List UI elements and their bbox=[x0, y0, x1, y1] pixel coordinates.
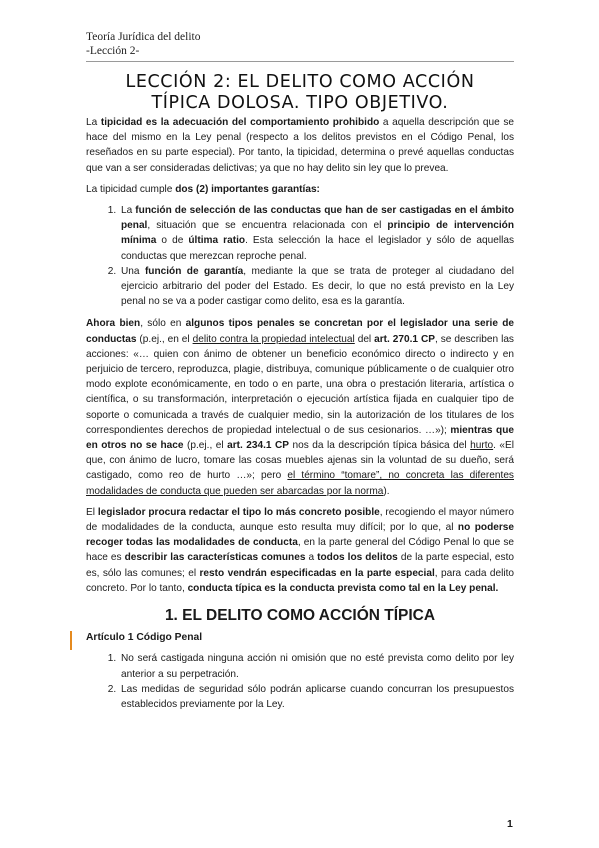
text-run: , sólo en bbox=[140, 318, 186, 330]
text-run: . «El que, con ánimo de lucro, tomare las cosas muebles ajenas sin la voluntad de su dueño, será castigado, como reo de hurto …»; pero bbox=[86, 440, 515, 482]
guarantees-list bbox=[119, 203, 514, 309]
title-line-1: LECCIÓN 2: EL DELITO COMO ACCIÓN bbox=[125, 72, 475, 92]
bold-run: función de garantía bbox=[144, 265, 244, 277]
bold-run: función de selección de las conductas que han de ser castigadas en el ámbito penal bbox=[121, 205, 514, 232]
document-body bbox=[86, 115, 514, 719]
bold-run: legislador procura redactar el tipo lo más concreto posible bbox=[97, 506, 380, 518]
running-header bbox=[86, 30, 200, 58]
text-run: (p.ej., el bbox=[183, 440, 228, 452]
header-rule bbox=[86, 61, 514, 62]
text-run: , situación que se encuentra relacionada con el bbox=[147, 220, 388, 232]
paragraph-tipicidad bbox=[86, 115, 514, 176]
list-item bbox=[119, 264, 514, 310]
paragraph-ahora-bien bbox=[86, 316, 514, 498]
text-run: Una bbox=[121, 265, 145, 277]
text-run: , mediante la que se trata de proteger al ciudadano del ejercicio arbitrario del poder del Estado. Es decir, lo que no está previsto en la Ley penal no se va a poder castigar como delito, esa es la garantía. bbox=[121, 265, 514, 308]
bold-run: algunos tipos penales se concretan por el legislador una serie de conductas bbox=[86, 318, 515, 345]
text-run: o de bbox=[156, 235, 189, 247]
page-title bbox=[86, 72, 514, 114]
underlined-run: el término “tomare”, no concreta las diferentes modalidades de conducta que pueden ser abarcadas por la norma bbox=[86, 470, 514, 497]
bold-run: mientras que en otros no se hace bbox=[86, 424, 514, 452]
underlined-run: hurto bbox=[470, 440, 494, 452]
text-run: del bbox=[354, 333, 375, 345]
text-run: de la parte especial, esto es, sólo las comunes; el bbox=[86, 552, 514, 579]
text-run: , en la parte general del Código Penal lo que se hace es bbox=[86, 537, 514, 564]
bold-run: tipicidad es la adecuación del comportamiento prohibido bbox=[100, 117, 380, 128]
text-run: ). bbox=[383, 485, 390, 497]
section-heading: 1. EL DELITO COMO ACCIÓN TÍPICA bbox=[164, 607, 436, 625]
bold-run: principio de intervención mínima bbox=[121, 220, 514, 247]
bold-run: resto vendrán especificadas en la parte especial bbox=[199, 567, 435, 579]
article-title: Artículo 1 Código Penal bbox=[86, 632, 203, 644]
list-item: 1. No será castigada ninguna acción ni omisión que no esté prevista como delito por ley anterior a su perpetración. bbox=[119, 651, 514, 681]
text-run: a aquella descripción que se hace del mismo en la Ley penal (respecto a los delitos previstos en el Código Penal, los reseñados en su parte especial). Por tanto, la tipicidad, determina o prevé aquellas conductas que van a ser consideradas delictivas; ya que no hay delito sin ley que lo prevea. bbox=[86, 117, 514, 174]
text-run: , se describen las acciones: «… quien con ánimo de obtener un beneficio económico directo o indirecto y en perjuicio de tercero, reproduzca, plagie, distribuya, comunique públicamente o de cualquier otro modo explote económicamente, en todo o en parte, una obra o prestación literaria, artística o científica, o su transformación, interpretación o ejecución artística fijada en cualquier tipo de soporte o comunicada a través de cualquier medio, sin la autorización de los titulares de los correspondientes derechos de propiedad intelectual o de sus cesionarios. …»); bbox=[86, 333, 514, 436]
bold-run: no poderse recoger todas las modalidades de conducta bbox=[86, 522, 514, 549]
text-run: La bbox=[121, 205, 136, 217]
paragraph-garantias-intro bbox=[86, 182, 514, 197]
text-run: nos da la descripción típica básica del bbox=[289, 440, 471, 452]
text-run: . Esta selección la hace el legislador y sólo de aquellas conductas que merezcan reproche penal. bbox=[121, 235, 514, 262]
bold-run: art. 270.1 CP bbox=[374, 333, 436, 345]
bold-run: Ahora bien bbox=[86, 318, 141, 330]
underlined-run: delito contra la propiedad intelectual bbox=[192, 333, 355, 345]
paragraph-legislador bbox=[86, 505, 514, 596]
bold-run: art. 234.1 CP bbox=[227, 440, 290, 452]
text-run: a bbox=[305, 552, 318, 564]
text-run: , recogiendo el mayor número de modalidades de la conducta, aunque esto resulta muy difícil; por lo que, al bbox=[86, 506, 515, 534]
text-run: (p.ej., en el bbox=[136, 333, 193, 345]
heading-marker bbox=[70, 631, 72, 650]
bold-run: describir las características comunes bbox=[124, 552, 306, 564]
list-item: 2. Las medidas de seguridad sólo podrán aplicarse cuando concurran los presupuestos establecidos previamente por la Ley. bbox=[119, 682, 514, 712]
text-run: La bbox=[86, 117, 101, 128]
text-run: , para cada delito concreto. Por lo tanto, bbox=[86, 567, 514, 594]
bold-run: todos los delitos bbox=[317, 552, 398, 564]
bold-run: dos (2) importantes garantías: bbox=[175, 183, 320, 195]
title-line-2: TÍPICA DOLOSA. TIPO OBJETIVO. bbox=[151, 93, 449, 113]
header-lesson: -Lección 2- bbox=[86, 45, 140, 57]
header-course: Teoría Jurídica del delito bbox=[86, 31, 201, 43]
page-number: 1 bbox=[507, 818, 513, 830]
bold-run: última ratio bbox=[188, 235, 246, 247]
list-item bbox=[119, 203, 514, 264]
text-run: La tipicidad cumple bbox=[86, 183, 176, 195]
text-run: El bbox=[86, 506, 98, 518]
article-items-list bbox=[119, 651, 514, 712]
bold-run: conducta típica es la conducta prevista como tal en la Ley penal. bbox=[187, 582, 499, 594]
